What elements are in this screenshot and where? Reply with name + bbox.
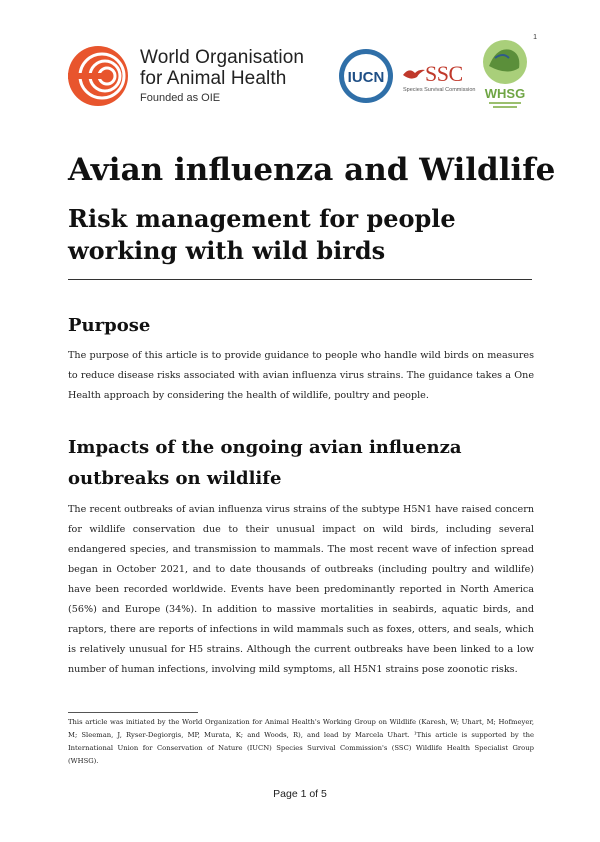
org-tagline: Founded as OIE xyxy=(140,91,221,104)
whsg-emblem-icon xyxy=(477,36,533,116)
partner-logos xyxy=(337,34,537,116)
document-title: Avian influenza and Wildlife xyxy=(68,152,556,188)
footnote: This article was initiated by the World Organization for Animal Health's Working Group on Wildlife (Karesh, W; Uhart, M; Hofmeyer, M; Sleeman, J, Ryser-Degiorgis, MP, Murata, K; and Woods, R), and lead by Marcela Uhart. ¹This article is supported by the International Union for Conservation of Nature (IUCN) Species Survival Commission's (SSC) Wildlife Health Specialist Group (WHSG). xyxy=(68,718,534,765)
title-divider xyxy=(68,279,532,280)
whsg-logo xyxy=(477,34,537,116)
bird-icon xyxy=(401,61,427,87)
org-name-line2: for Animal Health xyxy=(140,67,287,89)
page-number: Page 1 of 5 xyxy=(273,788,327,800)
iucn-logo-text: IUCN xyxy=(347,69,385,86)
woah-emblem-icon xyxy=(66,44,130,108)
section-body-purpose: The purpose of this article is to provide guidance to people who handle wild birds on measures to reduce disease risks associated with avian influenza virus strains. The guidance takes a One Health approach by considering the health of wildlife, poultry and people. xyxy=(68,350,534,401)
footnote-divider xyxy=(68,712,198,713)
iucn-logo xyxy=(337,47,395,105)
footnote-marker: 1 xyxy=(533,34,537,41)
section-heading-impacts: Impacts of the ongoing avian influenza outbreaks on wildlife xyxy=(68,437,462,489)
section-body-impacts: The recent outbreaks of avian influenza virus strains of the subtype H5N1 have raised concern for wildlife conservation due to their unusual impact on wild birds, including several endangered species, and transmission to mammals. The most recent wave of infection spread began in October 2021, and to date thousands of outbreaks (including poultry and wildlife) have been recorded worldwide. Events have been predominantly reported in North America (56%) and Europe (34%). In addition to massive mortalities in seabirds, aquatic birds, and raptors, there are reports of infections in wild mammals such as foxes, otters, and seals, which is relatively unusual for H5 strains. Although the current outbreaks have been linked to a low number of human infections, involving mild symptoms, all H5N1 strains pose zoonotic risks. xyxy=(68,504,534,675)
section-heading-purpose: Purpose xyxy=(68,315,151,336)
whsg-logo-text: WHSG xyxy=(484,86,526,101)
ssc-logo xyxy=(401,51,476,101)
woah-logo xyxy=(66,44,304,108)
document-subtitle: Risk management for people working with wild birds xyxy=(68,204,456,265)
ssc-logo-subtitle: Species Survival Commission xyxy=(403,87,476,93)
ssc-logo-text: SSC xyxy=(425,61,463,86)
org-name-line1: World Organisation xyxy=(140,46,305,68)
